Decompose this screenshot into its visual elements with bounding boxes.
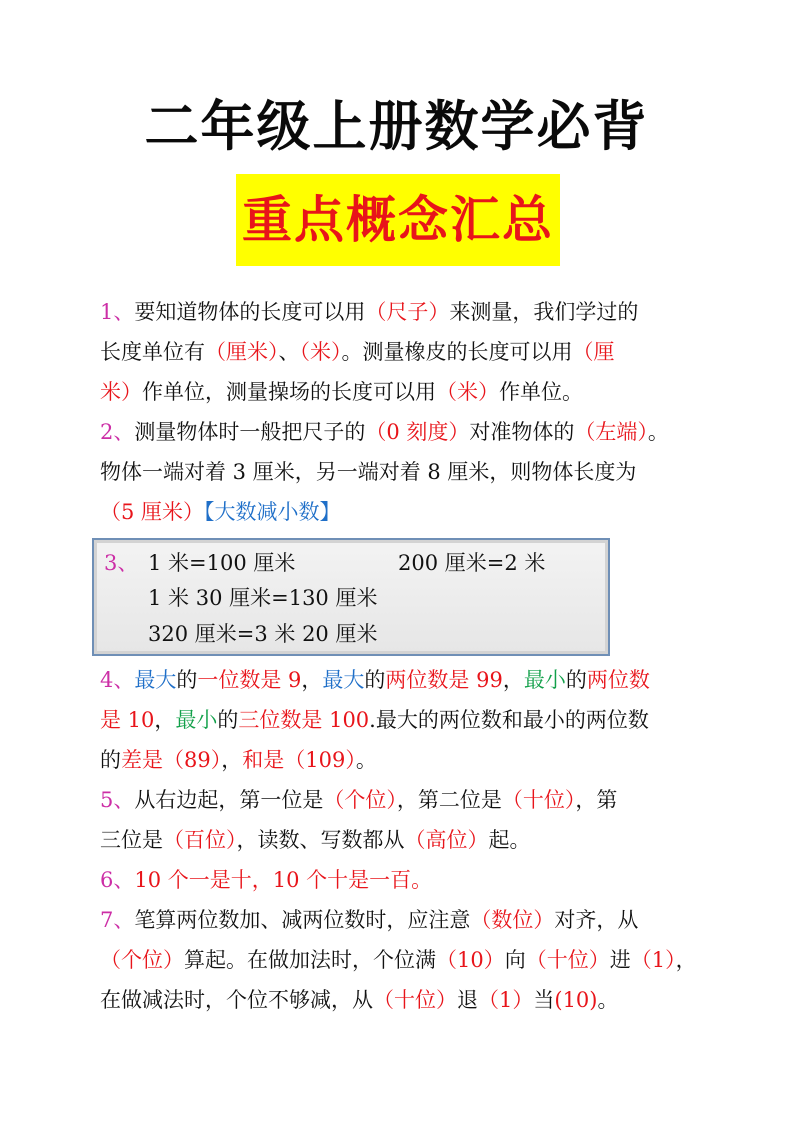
conversion-cell: 1 米 30 厘米=130 厘米 [148,586,378,610]
body-text: ， [221,748,243,772]
body-text: ， [301,668,323,692]
body-text: 当 [533,988,555,1012]
text-line [100,820,700,860]
body-text: 算起。在做加法时，个位满 [184,948,436,972]
highlight-text: （十位） [501,788,576,812]
text-line [100,332,700,372]
highlight-text: （米） [436,380,499,404]
highlight-text: （5 厘米） [100,500,205,524]
highlight-text: 差是（89） [121,748,222,772]
highlight-text: 两位数是 99 [385,668,503,692]
body-text: 的 [100,748,121,772]
text-line [100,700,700,740]
body-text: 向 [504,948,526,972]
item-number: 5、 [100,788,135,812]
body-text: 作单位，测量操场的长度可以用 [142,380,436,404]
concept-item [100,412,700,532]
highlight-text: （尺子） [365,300,450,324]
highlight-text: 米） [100,380,142,404]
highlight-text: 【大数减小数】 [204,500,341,524]
body-text: 的 [217,708,239,732]
conversion-cell: 200 厘米=2 米 [398,551,546,575]
body-text: 物体一端对着 3 厘米，另一端对着 8 厘米，则物体长度为 [100,460,637,484]
item-number: 7、 [100,908,135,932]
conversion-cell: 1 米=100 厘米 [148,551,296,575]
concept-item [100,780,700,860]
body-text: 来测量，我们学过的 [449,300,639,324]
content-body [100,292,700,1020]
body-text: 。 [647,420,669,444]
body-text: 要知道物体的长度可以用 [134,300,366,324]
items-group-1 [100,292,700,532]
text-line [100,780,700,820]
highlight-text: (10) [554,988,598,1012]
body-text: ， [154,708,176,732]
text-line [100,412,700,452]
body-text: 从右边起，第一位是 [134,788,324,812]
subtitle-banner: 重点概念汇总 [236,174,560,266]
text-line [100,492,700,532]
body-text: 作单位。 [499,380,583,404]
item-number: 3、 [104,551,139,575]
body-text: 的 [565,668,587,692]
concept-item [100,660,700,780]
highlight-text: （左端） [574,420,648,444]
body-text: 起。 [488,828,531,852]
highlight-text: （厘米） [205,340,279,364]
highlight-text: 两位数 [586,668,650,692]
highlight-text: （百位） [163,828,237,852]
page-title: 二年级上册数学必背 [144,95,649,158]
body-text: 退 [457,988,478,1012]
text-line [100,860,700,900]
highlight-text: （1） [630,948,676,972]
highlight-text: 是 10 [100,708,155,732]
highlight-text: 最小 [523,668,566,692]
highlight-text: （十位） [525,948,610,972]
body-text: ，第 [575,788,618,812]
text-line [100,372,700,412]
body-text: 笔算两位数加、减两位数时，应注意 [134,908,471,932]
body-text: 的 [364,668,386,692]
highlight-text: 最大 [322,668,365,692]
highlight-text: 最大 [134,668,177,692]
item-number: 4、 [100,668,135,692]
highlight-text: 10 个一是十，10 个十是一百。 [134,868,433,892]
highlight-text: 最小 [175,708,218,732]
body-text: 。 [597,988,619,1012]
body-text: 。 [355,748,377,772]
text-line [100,660,700,700]
body-text: 在做减法时，个位不够减，从 [100,988,373,1012]
concept-item [100,292,700,412]
text-line [100,980,700,1020]
item-number: 1、 [100,300,135,324]
highlight-text: （0 刻度） [365,420,470,444]
item-number: 6、 [100,868,135,892]
body-text: .最大的两位数和最小的两位数 [369,708,649,732]
body-text: 对齐，从 [554,908,639,932]
highlight-text: （个位） [323,788,397,812]
body-text: 的 [176,668,198,692]
highlight-text: （厘 [572,340,615,364]
text-line [100,292,700,332]
highlight-text: （10） [436,948,505,972]
highlight-text: （十位） [373,988,457,1012]
highlight-text: （高位） [404,828,489,852]
highlight-text: （1） [478,988,534,1012]
highlight-text: （米） [299,340,342,364]
item-number: 2、 [100,420,135,444]
text-line [100,452,700,492]
concept-item [100,860,700,900]
body-text: ，第二位是 [396,788,502,812]
body-text: 测量物体时一般把尺子的 [134,420,366,444]
body-text: 长度单位有 [100,340,205,364]
body-text: 三位是 [100,828,163,852]
body-text: 进 [609,948,631,972]
highlight-text: 和是（109） [242,748,356,772]
highlight-text: 一位数是 9 [197,668,302,692]
items-group-2 [100,660,700,1020]
text-line [100,900,700,940]
body-text: 。测量橡皮的长度可以用 [341,340,573,364]
body-text: ， [675,948,697,972]
text-line [100,740,700,780]
conversion-cell: 320 厘米=3 米 20 厘米 [148,622,378,646]
unit-conversion-box [92,538,610,656]
highlight-text: （数位） [470,908,555,932]
body-text: ， [502,668,524,692]
body-text: 、 [278,340,300,364]
highlight-text: 三位数是 100 [238,708,370,732]
highlight-text: （个位） [100,948,184,972]
text-line [100,940,700,980]
body-text: ，读数、写数都从 [236,828,405,852]
concept-item [100,900,700,1020]
body-text: 对准物体的 [469,420,575,444]
